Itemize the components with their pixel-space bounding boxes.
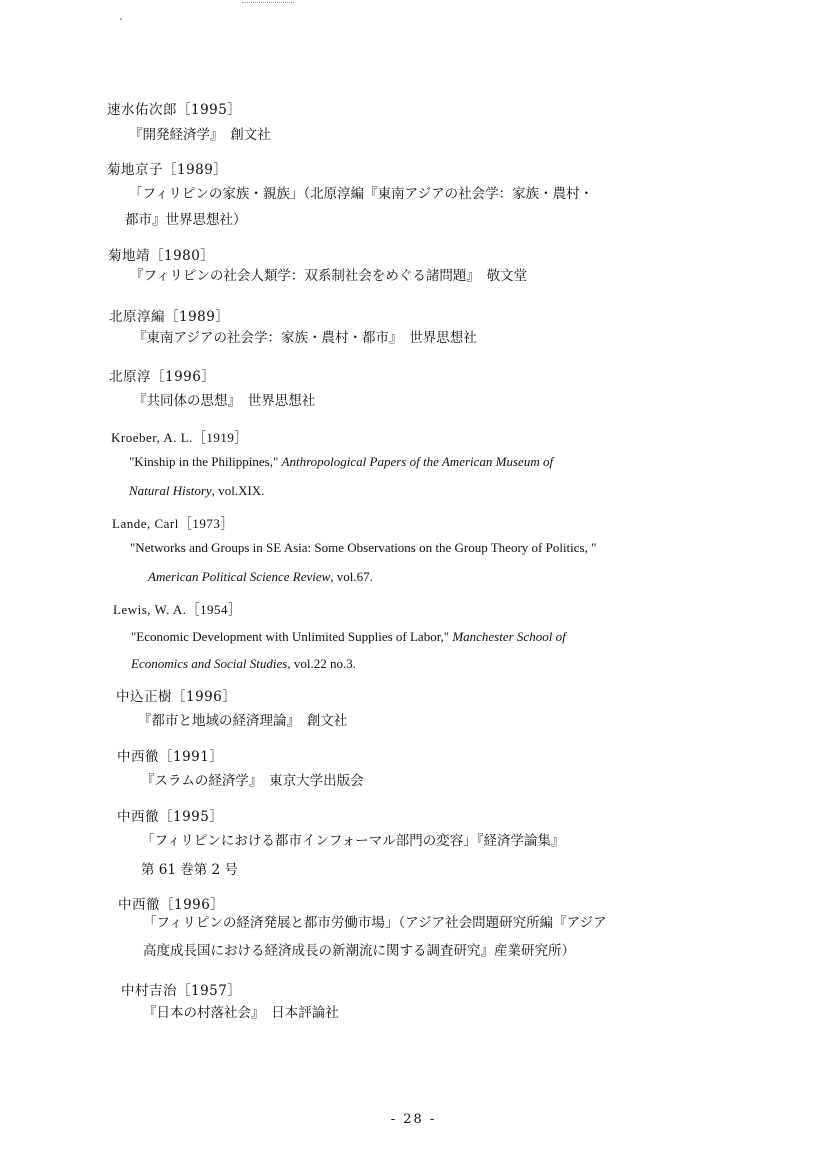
reference-author: 中西徹［1996］	[118, 897, 225, 913]
reference-text	[148, 569, 373, 585]
reference-text-italic: American Political Science Review	[148, 569, 331, 584]
reference-text: 『日本の村落社会』 日本評論社	[143, 1005, 339, 1021]
reference-text: 第 61 巻第 2 号	[141, 862, 238, 878]
scan-speck	[242, 2, 294, 5]
reference-author: 中込正樹［1996］	[116, 689, 237, 705]
reference-author: 中村吉治［1957］	[121, 983, 242, 999]
reference-author: 速水佑次郎［1995］	[107, 102, 242, 118]
reference-author: 中西徹［1995］	[117, 809, 224, 825]
reference-text: 『東南アジアの社会学：家族・農村・都市』 世界思想社	[133, 330, 477, 346]
reference-author: 北原淳編［1989］	[109, 309, 230, 325]
reference-text	[129, 454, 553, 470]
scan-speck	[120, 18, 122, 20]
reference-text: 「フィリピンの経済発展と都市労働市場」（アジア社会問題研究所編『アジア	[143, 915, 607, 931]
reference-text-plain: "Networks and Groups in SE Asia: Some Observations on the Group Theory of Politics, "	[130, 540, 597, 555]
reference-text: 『共同体の思想』 世界思想社	[133, 393, 316, 409]
reference-text-italic: Economics and Social Studies	[131, 656, 288, 671]
reference-author: Lande, Carl［1973］	[112, 516, 234, 531]
reference-author: Lewis, W. A.［1954］	[113, 602, 242, 617]
reference-text	[131, 656, 356, 672]
reference-text-plain: , vol.XIX.	[211, 483, 265, 498]
reference-text: 「フィリピンにおける都市インフォーマル部門の変容」『経済学論集』	[141, 833, 565, 849]
reference-text-italic: Manchester School of	[452, 629, 566, 644]
reference-text: 『開発経済学』 創文社	[129, 127, 271, 143]
reference-author: 菊地靖［1980］	[108, 248, 215, 264]
reference-text	[130, 540, 596, 556]
reference-author: 北原淳［1996］	[109, 369, 216, 385]
reference-text-plain: , vol.67.	[330, 569, 373, 584]
reference-text-italic: Natural History	[129, 483, 212, 498]
reference-text: 都市』世界思想社）	[125, 212, 247, 228]
reference-text: 『都市と地域の経済理論』 創文社	[138, 713, 348, 729]
reference-text-plain: "Kinship in the Philippines,"	[129, 454, 282, 469]
reference-text: 「フィリピンの家族・親族」（北原淳編『東南アジアの社会学：家族・農村・	[129, 186, 594, 202]
reference-text-italic: Anthropological Papers of the American Museum of	[281, 454, 554, 469]
reference-text: 高度成長国における経済成長の新潮流に関する調査研究』産業研究所）	[143, 943, 575, 959]
reference-author: 菊地京子［1989］	[107, 162, 228, 178]
page-number: - 28 -	[390, 1112, 437, 1127]
reference-text-plain: "Economic Development with Unlimited Supplies of Labor,"	[131, 629, 453, 644]
reference-text	[131, 629, 566, 645]
reference-author: 中西徹［1991］	[117, 749, 224, 765]
reference-author: Kroeber, A. L.［1919］	[111, 430, 248, 445]
reference-text: 『フィリピンの社会人類学：双系制社会をめぐる諸問題』 敬文堂	[130, 268, 528, 284]
reference-text: 『スラムの経済学』 東京大学出版会	[141, 773, 364, 789]
reference-text-plain: , vol.22 no.3.	[287, 656, 356, 671]
reference-text	[129, 483, 264, 499]
